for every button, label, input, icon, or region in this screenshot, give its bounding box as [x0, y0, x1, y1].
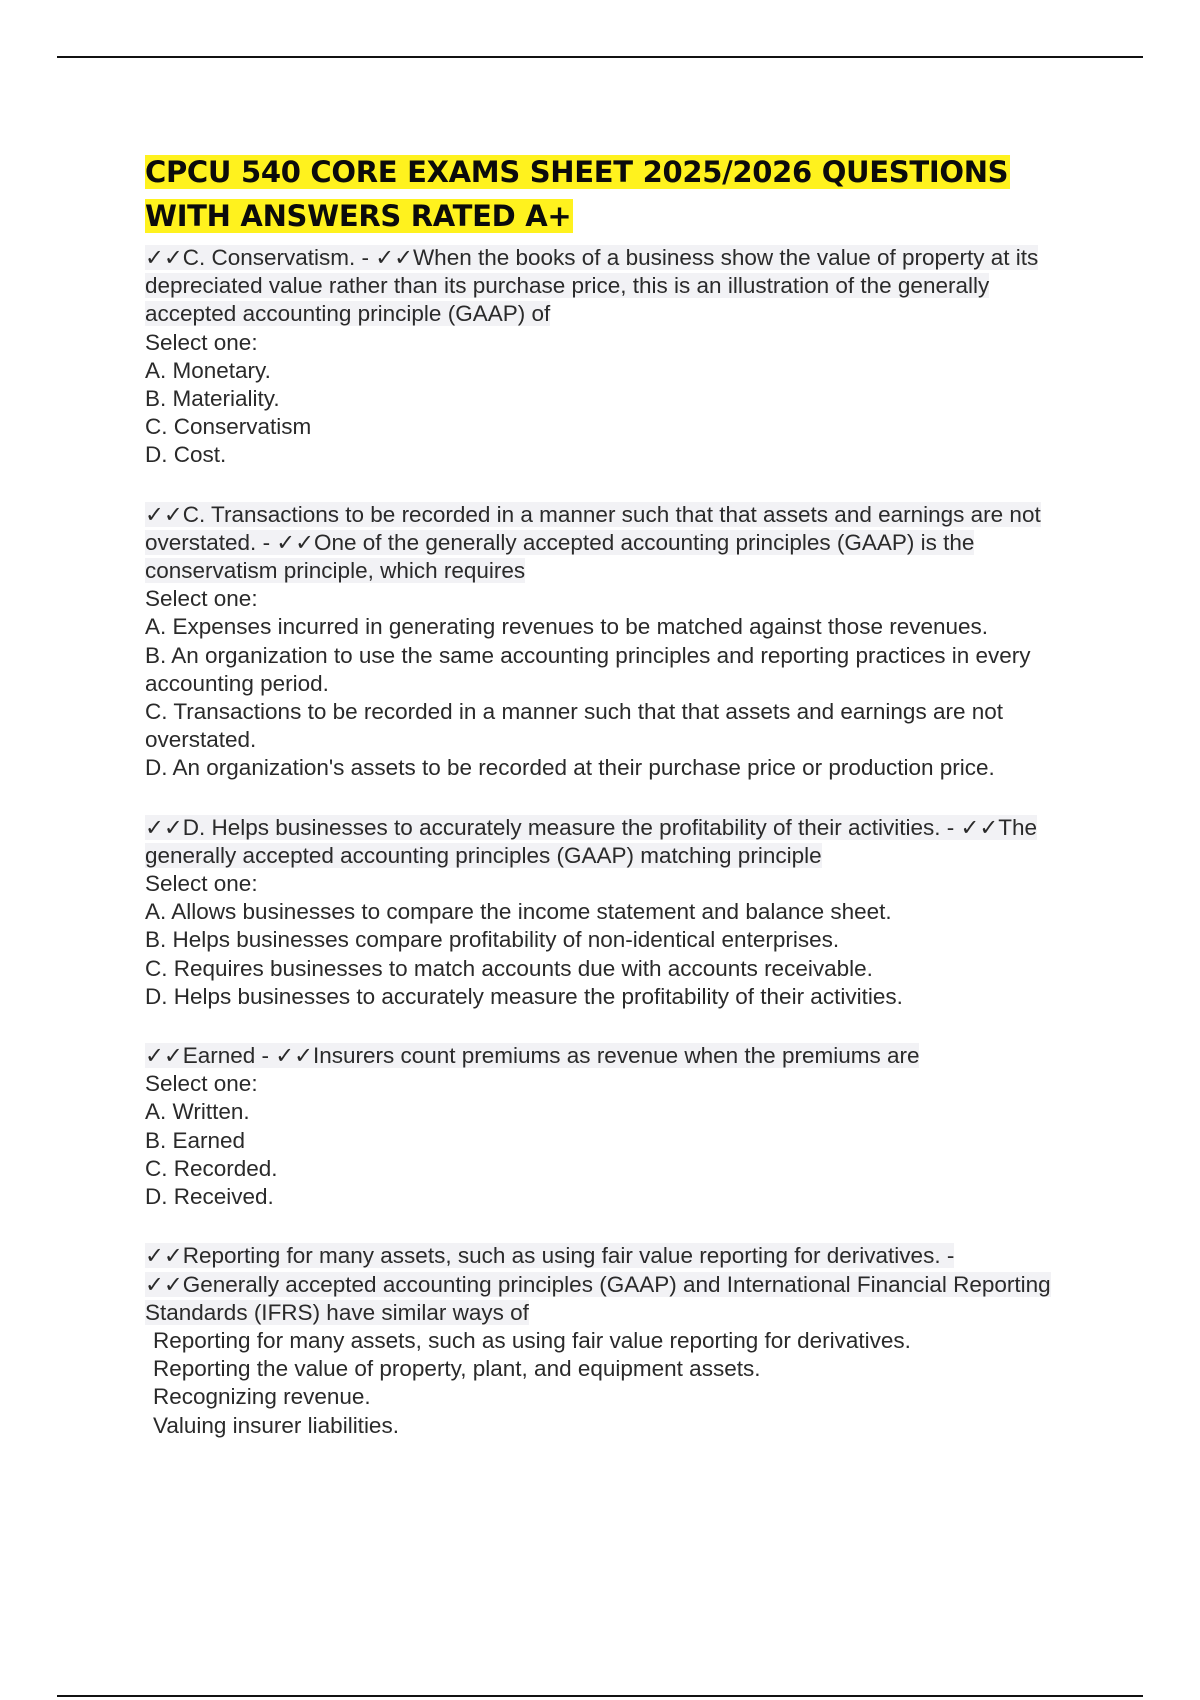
header-rule — [57, 56, 1143, 58]
answer-option: Valuing insurer liabilities. — [153, 1412, 399, 1438]
answer-option: A. Written. — [145, 1099, 250, 1125]
answer-option: A. Monetary. — [145, 357, 271, 383]
answer-option: B. Helps businesses compare profitability of non-identical enterprises. — [145, 927, 840, 953]
answer-option: D. Helps businesses to accurately measure the profitability of their activities. — [145, 983, 903, 1009]
question-block — [145, 1242, 1085, 1439]
document-body — [145, 150, 1085, 1471]
question-stem: ✓✓C. Conservatism. - ✓✓When the books of a business show the value of property at its depreciated value rather than its purchase price, this is an illustration of the generally accepted accounting principle (GAAP) of — [145, 245, 1039, 327]
question-stem: ✓✓C. Transactions to be recorded in a manner such that that assets and earnings are not overstated. - ✓✓One of the generally accepted accounting principles (GAAP) is the conservatism principle, which requires — [145, 501, 1041, 584]
question-stem: ✓✓Earned - ✓✓Insurers count premiums as revenue when the premiums are — [145, 1043, 920, 1069]
question-block — [145, 1042, 1085, 1211]
question-block — [145, 501, 1085, 783]
question-stem: ✓✓D. Helps businesses to accurately measure the profitability of their activities. - ✓✓The generally accepted accounting principles (GAAP) matching principle — [145, 814, 1038, 868]
select-one-label: Select one: — [145, 329, 258, 355]
answer-option: B. Earned — [145, 1127, 246, 1153]
answer-option: D. Received. — [145, 1184, 274, 1210]
title-line-2: WITH ANSWERS RATED A+ — [145, 199, 572, 233]
answer-option: D. Cost. — [145, 442, 227, 468]
answer-option: C. Recorded. — [145, 1155, 278, 1181]
answer-option: B. Materiality. — [145, 386, 280, 412]
document-title — [145, 150, 1085, 238]
answer-option: D. An organization's assets to be recorded at their purchase price or production price. — [145, 755, 995, 781]
question-block — [145, 244, 1085, 470]
select-one-label: Select one: — [145, 1071, 258, 1097]
answer-option: C. Conservatism — [145, 414, 312, 440]
answer-option: C. Transactions to be recorded in a manner such that that assets and earnings are not overstated. — [145, 699, 1003, 753]
answer-option: Reporting the value of property, plant, and equipment assets. — [153, 1356, 761, 1382]
select-one-label: Select one: — [145, 871, 258, 897]
title-line-1: CPCU 540 CORE EXAMS SHEET 2025/2026 QUESTIONS — [145, 155, 1009, 189]
answer-option: B. An organization to use the same accounting principles and reporting practices in every accounting period. — [145, 642, 1031, 696]
question-stem: ✓✓Reporting for many assets, such as using fair value reporting for derivatives. - ✓✓Generally accepted accounting principles (GAAP) and International Financial Reporting Standards (IFRS) have similar ways of — [145, 1243, 1051, 1325]
footer-rule — [57, 1695, 1143, 1697]
answer-option: Reporting for many assets, such as using fair value reporting for derivatives. — [153, 1327, 911, 1353]
select-one-label: Select one: — [145, 586, 258, 612]
answer-option: A. Expenses incurred in generating revenues to be matched against those revenues. — [145, 614, 989, 640]
answer-option: A. Allows businesses to compare the income statement and balance sheet. — [145, 899, 892, 925]
question-block — [145, 814, 1085, 1011]
answer-option: C. Requires businesses to match accounts due with accounts receivable. — [145, 955, 873, 981]
answer-option: Recognizing revenue. — [153, 1384, 371, 1410]
